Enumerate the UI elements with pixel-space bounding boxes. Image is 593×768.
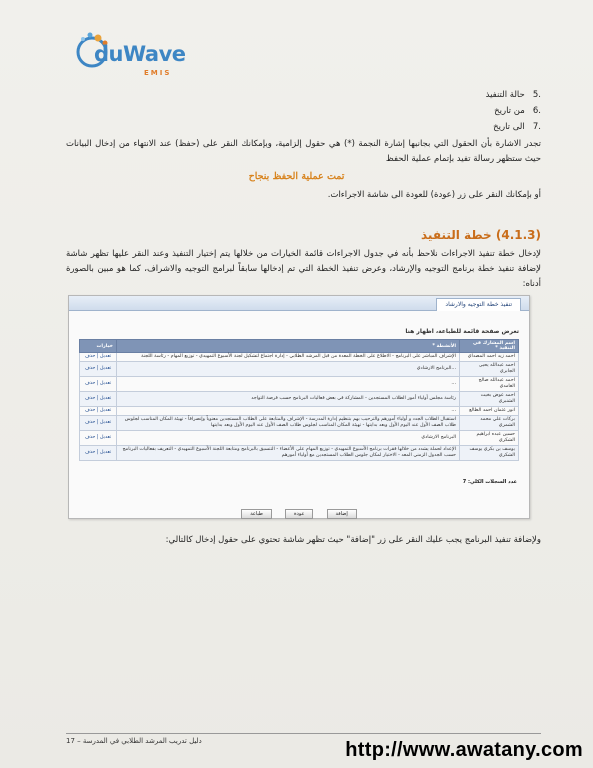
- screenshot-button-row: [69, 500, 529, 519]
- participant-name: حسين عبده ابراهيم الشكري: [460, 431, 519, 446]
- row-actions-link[interactable]: تعديل | حذف: [80, 353, 117, 362]
- table-row: [80, 446, 519, 461]
- participant-name: احمد عبدالله يحيى الجابري: [460, 362, 519, 377]
- table-row: [80, 431, 519, 446]
- add-instruction: ولإضافة تنفيذ البرنامج يجب عليك النقر على زر "إضافة" حيث تظهر شاشة تحتوي على حقول إدخال كالتالي:: [165, 535, 541, 545]
- logo-sub-text: EMIS: [144, 69, 172, 77]
- activity-text: الإعداد لحملة يشدد من خلالها فقرات برنامج الأسبوع التمهيدي - توزيع المهام على الأعضاء - التنسيق بالبرنامج ومتابعة اللجنة الأسبوع التمهيدي - التعريف بفعاليات البرنامج حسب الجدول الزمني المعد - الاختيار لمكان جلوس الطلاب المستجدين مع أولياء أمورهم: [117, 446, 460, 461]
- row-actions-link[interactable]: تعديل | حذف: [80, 416, 117, 431]
- eduwave-logo: [74, 28, 184, 83]
- activity-text: ...البرنامج الارشادي: [117, 362, 460, 377]
- table-row: [80, 392, 519, 407]
- table-row: [80, 377, 519, 392]
- participant-name: انور عثمان احمد الطالع: [460, 407, 519, 416]
- print-button[interactable]: طباعة: [241, 509, 272, 519]
- participant-name: احمد زيد احمد المصداي: [460, 353, 519, 362]
- row-actions-link[interactable]: تعديل | حذف: [80, 407, 117, 416]
- column-header: خيارات: [80, 340, 117, 353]
- list-item: .7 الى تاريخ: [493, 122, 541, 132]
- footer-divider: [66, 733, 541, 734]
- list-item: .6 من تاريخ: [494, 106, 541, 116]
- activity-text: ...: [117, 377, 460, 392]
- row-actions-link[interactable]: تعديل | حذف: [80, 377, 117, 392]
- list-item: .5 حالة التنفيذ: [485, 90, 541, 100]
- activity-text: رئاسة مجلس أولياء أمور الطلاب المستجدين - المشاركة في بعض فعاليات البرنامج حسب فرصة التواجد: [117, 392, 460, 407]
- logo-brand-text: duWave: [94, 42, 186, 66]
- participant-name: احمد عوض بخيت الشنبري: [460, 392, 519, 407]
- activity-text: استقبال الطلاب الجدد و أولياء أمورهم والترحيب بهم بتنظيم إدارة المدرسة - الإشراف والمتابعة على الطلاب المستجدين معنوياً وإنصرافاً - تهيئة المكان المناسب لجلوس طلاب الصف الأول عند اليوم الأول وبعد بدايتها - تهيئة المكان المناسب لجلوس طلاب الصف الأول عند اليوم الأول وبعد بدايتها: [117, 416, 460, 431]
- tab-execution-plan[interactable]: تنفيذ خطة التوجيه والارشاد: [436, 298, 521, 311]
- activity-text: ...: [117, 407, 460, 416]
- back-button[interactable]: عودة: [285, 509, 313, 519]
- activity-text: البرنامج الارشادي: [117, 431, 460, 446]
- table-row: [80, 407, 519, 416]
- record-count: عدد السجلات الكلي: 7: [462, 479, 517, 485]
- section-paragraph: لإدخال خطة تنفيذ الاجراءات نلاحظ بأنه في جدول الاجراءات قائمة الخيارات من خلالها يتم إختيار التنفيذ وعند النقر عليها تظهر شاشة لإضافة تنفيذ خطة برنامج التوجيه والإرشاد، وعرض تنفيذ الخطة التي تم إدخالها سابقاً لبرامج التوجيه والاشراف، كما هو مبين بالصورة أدناه:: [66, 249, 541, 289]
- execution-table: [79, 339, 519, 461]
- column-header: اسم المشارك في التنفيذ *: [460, 340, 519, 353]
- table-row: [80, 362, 519, 377]
- embedded-screenshot: [68, 295, 530, 519]
- participant-name: احمد عبدالله صالح الغامدي: [460, 377, 519, 392]
- note-paragraph: تجدر الاشارة بأن الحقول التي بجانبها إشارة النجمة (*) هي حقول إلزامية، وبإمكانك النقر على (حفظ) عند الانتهاء من إدخال البيانات حيث ستظهر رسالة تفيد بإتمام عملية الحفظ: [66, 139, 541, 164]
- column-header: الأنشطة *: [117, 340, 460, 353]
- table-row: [80, 353, 519, 362]
- row-actions-link[interactable]: تعديل | حذف: [80, 431, 117, 446]
- activity-text: الإشراف المباشر على البرنامج - الاطلاع على الخطة المعدة من قبل المرشد الطلابي - إدارة اجتماع لتشكيل لجنة الأسبوع التمهيدي - توزيع المهام - رئاسة اللجنة: [117, 353, 460, 362]
- table-row: [80, 416, 519, 431]
- page-footer: دليل تدريب المرشد الطلابي في المدرسة – 17: [66, 737, 202, 745]
- screenshot-title: تعرض صفحة قائمة للطباعة، اظهار هنا: [405, 328, 519, 335]
- row-actions-link[interactable]: تعديل | حذف: [80, 362, 117, 377]
- section-heading: (4.1.3) خطة التنفيذ: [421, 228, 541, 242]
- add-button[interactable]: إضافة: [327, 509, 357, 519]
- row-actions-link[interactable]: تعديل | حذف: [80, 392, 117, 407]
- success-message: تمت عملية الحفظ بنجاح: [248, 171, 345, 182]
- participant-name: يوسف بن بكري يوسف الشكري: [460, 446, 519, 461]
- watermark-url[interactable]: http://www.awatany.com: [345, 739, 583, 761]
- row-actions-link[interactable]: تعديل | حذف: [80, 446, 117, 461]
- participant-name: بركات علي محمد الشمري: [460, 416, 519, 431]
- screenshot-tab-bar: [69, 296, 529, 311]
- back-instruction: أو بإمكانك النقر على زر (عودة) للعودة الى شاشة الاجراءات.: [327, 190, 541, 200]
